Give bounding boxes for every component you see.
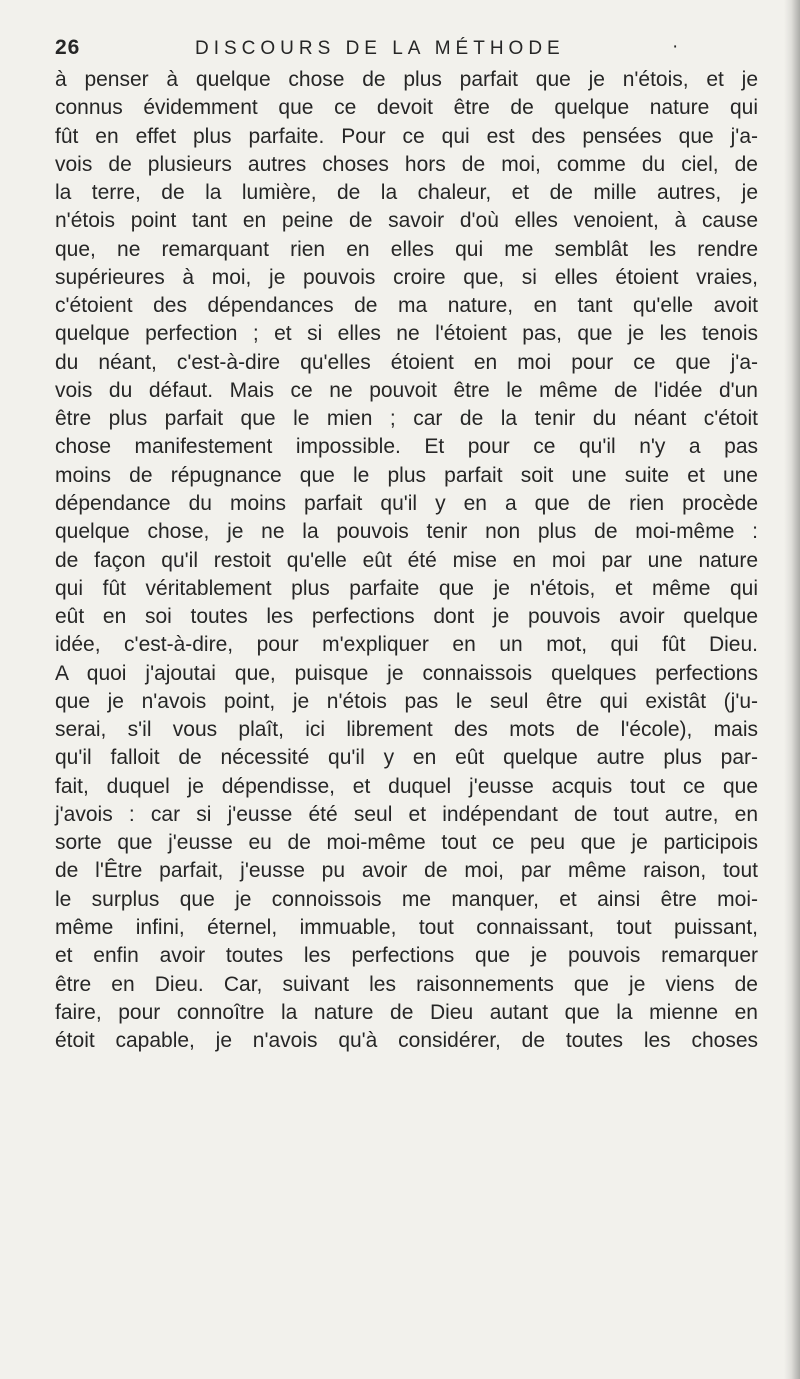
body-text bbox=[55, 66, 758, 1055]
text-line: étoit capable, je n'avois qu'à considérer, de toutes les choses bbox=[55, 1029, 758, 1053]
text-line: qui fût véritablement plus parfaite que je n'étois, et même qui bbox=[55, 576, 758, 600]
text-line: idée, c'est-à-dire, pour m'expliquer en un mot, qui fût Dieu. bbox=[55, 633, 758, 657]
text-line: le surplus que je connoissois me manquer, et ainsi être moi- bbox=[55, 887, 758, 911]
text-line: de l'Être parfait, j'eusse pu avoir de moi, par même raison, tout bbox=[55, 859, 758, 883]
text-line: faire, pour connoître la nature de Dieu autant que la mienne en bbox=[55, 1000, 758, 1024]
text-line: même infini, éternel, immuable, tout connaissant, tout puissant, bbox=[55, 915, 758, 939]
text-line: c'étoient des dépendances de ma nature, en tant qu'elle avoit bbox=[55, 294, 758, 318]
text-line: et enfin avoir toutes les perfections que je pouvois remarquer bbox=[55, 944, 758, 968]
header-ornament: · bbox=[672, 36, 679, 57]
running-title: DISCOURS DE LA MÉTHODE bbox=[195, 38, 565, 59]
text-line: que, ne remarquant rien en elles qui me semblât les rendre bbox=[55, 237, 758, 261]
text-line: serai, s'il vous plaît, ici librement des mots de l'école), mais bbox=[55, 718, 758, 742]
text-line: qu'il falloit de nécessité qu'il y en eût quelque autre plus par- bbox=[55, 746, 758, 770]
text-line: être plus parfait que le mien ; car de la tenir du néant c'étoit bbox=[55, 407, 758, 431]
text-line: de façon qu'il restoit qu'elle eût été mise en moi par une nature bbox=[55, 548, 758, 572]
text-line: être en Dieu. Car, suivant les raisonnements que je viens de bbox=[55, 972, 758, 996]
text-line: chose manifestement impossible. Et pour ce qu'il n'y a pas bbox=[55, 435, 758, 459]
page-number: 26 bbox=[55, 36, 81, 59]
text-line: fût en effet plus parfaite. Pour ce qui est des pensées que j'a- bbox=[55, 124, 758, 148]
text-line: que je n'avois point, je n'étois pas le seul être qui existât (j'u- bbox=[55, 689, 758, 713]
text-line: vois du défaut. Mais ce ne pouvoit être le même de l'idée d'un bbox=[55, 378, 758, 402]
text-line: fait, duquel je dépendisse, et duquel j'eusse acquis tout ce que bbox=[55, 774, 758, 798]
text-line: eût en soi toutes les perfections dont je pouvois avoir quelque bbox=[55, 605, 758, 629]
text-line: n'étois point tant en peine de savoir d'où elles venoient, à cause bbox=[55, 209, 758, 233]
text-line: connus évidemment que ce devoit être de quelque nature qui bbox=[55, 96, 758, 120]
text-line: dépendance du moins parfait qu'il y en a que de rien procède bbox=[55, 491, 758, 515]
text-line: quelque perfection ; et si elles ne l'étoient pas, que je les tenois bbox=[55, 322, 758, 346]
text-line: vois de plusieurs autres choses hors de moi, comme du ciel, de bbox=[55, 152, 758, 176]
text-line: supérieures à moi, je pouvois croire que, si elles étoient vraies, bbox=[55, 265, 758, 289]
text-line: à penser à quelque chose de plus parfait que je n'étois, et je bbox=[55, 68, 758, 91]
text-line: sorte que j'eusse eu de moi-même tout ce peu que je participois bbox=[55, 831, 758, 855]
text-line: du néant, c'est-à-dire qu'elles étoient en moi pour ce que j'a- bbox=[55, 350, 758, 374]
text-line: quelque chose, je ne la pouvois tenir non plus de moi-même : bbox=[55, 520, 758, 544]
page-edge-shadow bbox=[784, 0, 800, 1379]
text-line: la terre, de la lumière, de la chaleur, et de mille autres, je bbox=[55, 181, 758, 205]
page-header bbox=[55, 36, 760, 66]
text-line: A quoi j'ajoutai que, puisque je connaissois quelques perfections bbox=[55, 661, 758, 685]
text-line: j'avois : car si j'eusse été seul et indépendant de tout autre, en bbox=[55, 802, 758, 826]
text-line: moins de répugnance que le plus parfait soit une suite et une bbox=[55, 463, 758, 487]
